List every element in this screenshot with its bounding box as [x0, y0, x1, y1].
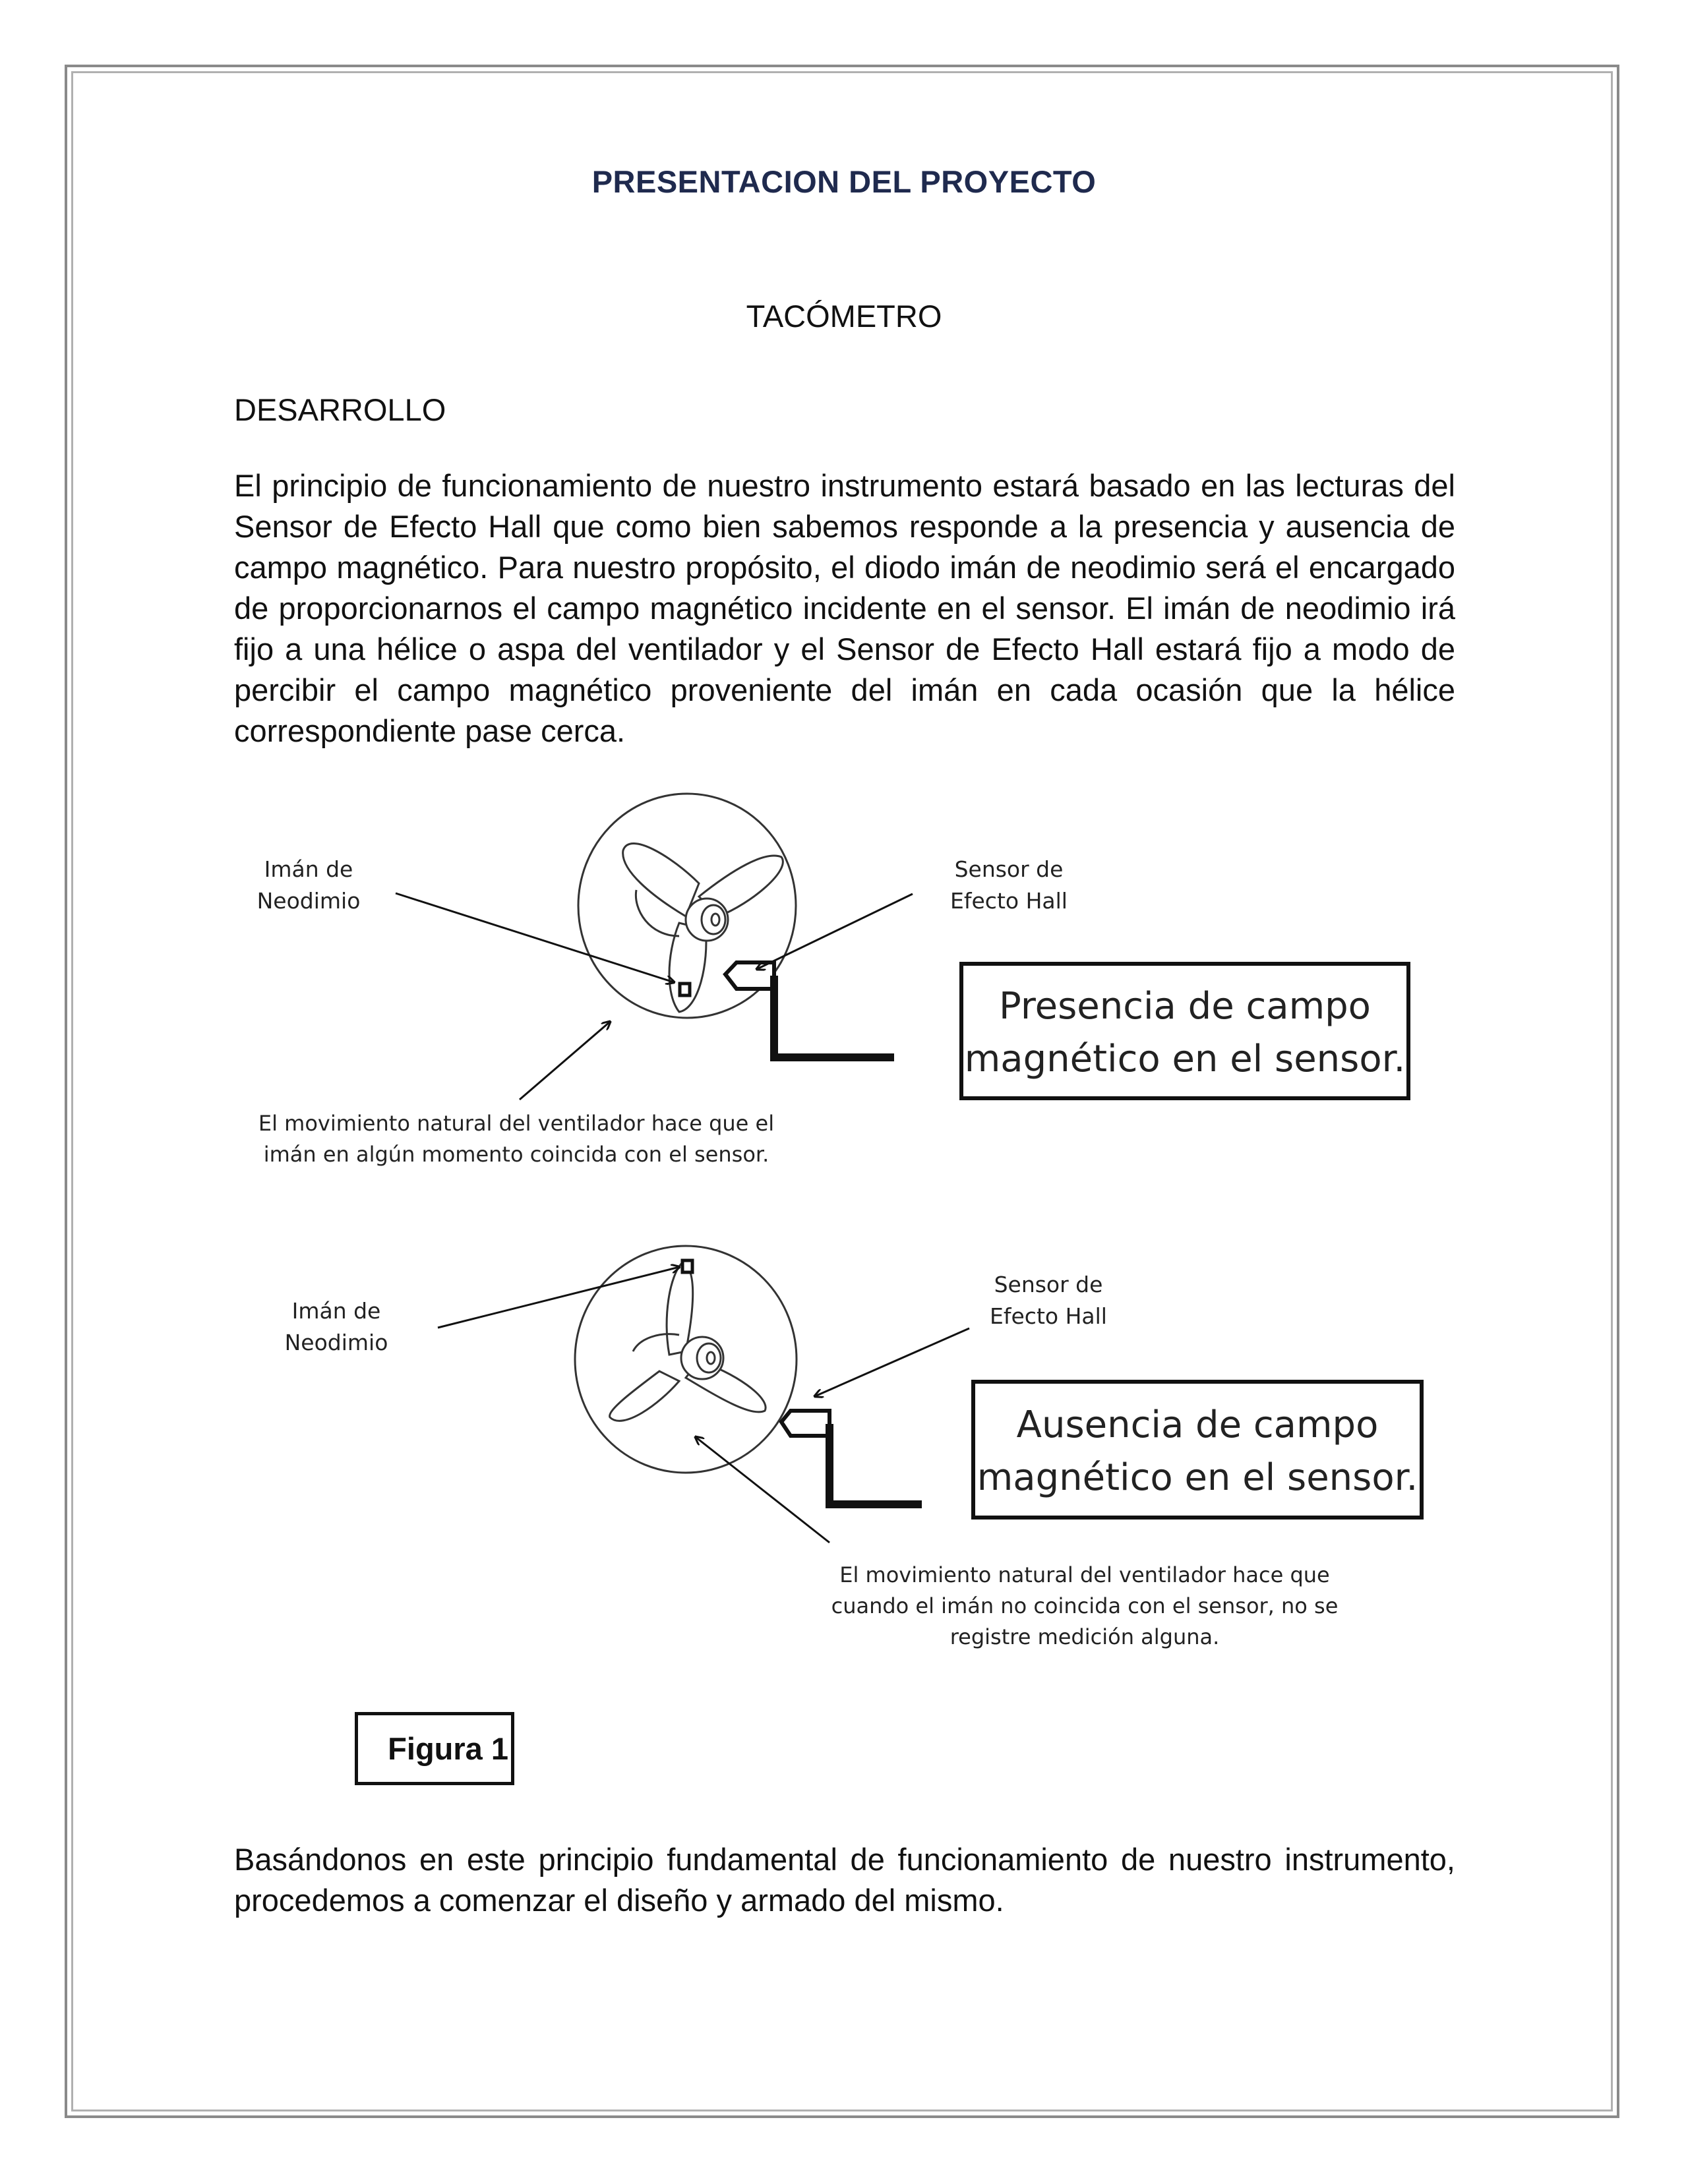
note-line2: cuando el imán no coincida con el sensor, no se — [831, 1593, 1339, 1618]
figure-caption-text: Figura 1 — [388, 1731, 508, 1766]
state-line2: magnético en el sensor. — [964, 1038, 1406, 1080]
document-title: PRESENTACION DEL PROYECTO — [591, 164, 1097, 199]
hall-sensor-icon — [781, 1411, 922, 1504]
hall-sensor-icon — [725, 962, 894, 1057]
sensor-label-line2: Efecto Hall — [950, 888, 1068, 914]
section-heading: DESARROLLO — [234, 392, 446, 427]
document-subtitle: TACÓMETRO — [746, 299, 942, 334]
sensor-label-line1: Sensor de — [994, 1272, 1103, 1297]
magnet-label-line2: Neodimio — [284, 1330, 388, 1355]
closing-paragraph: Basándonos en este principio fundamental de funcionamiento de nuestro instrumento, procedemos a comenzar el diseño y armado del mismo. — [234, 1842, 1455, 1918]
magnet-icon — [682, 1260, 692, 1272]
note-line1: El movimiento natural del ventilador hace que — [839, 1562, 1330, 1587]
state-line1: Ausencia de campo — [1016, 1403, 1379, 1446]
state-line1: Presencia de campo — [999, 985, 1371, 1028]
magnet-icon — [680, 984, 690, 995]
intro-paragraph: El principio de funcionamiento de nuestro instrumento estará basado en las lecturas del Sensor de Efecto Hall que como bien sabemos responde a la presencia y ausencia de campo magnético. Para nuestro propósito, el diodo imán de neodimio será el encargado de proporcionarnos el campo magnético incidente en el sensor. El imán de neodimio irá fijo a una hélice o aspa del ventilador y el Sensor de Efecto Hall estará fijo a modo de percibir el campo magnético proveniente del imán en cada ocasión que la hélice correspondiente pase cerca. — [234, 468, 1455, 748]
fan-icon — [575, 1246, 797, 1473]
sensor-label-line1: Sensor de — [954, 856, 1064, 882]
figure-caption — [355, 1712, 514, 1785]
diagram-absence — [285, 1246, 1422, 1649]
note-line1: El movimiento natural del ventilador hace que el — [258, 1111, 775, 1136]
note-line2: imán en algún momento coincida con el sensor. — [263, 1142, 769, 1167]
sensor-label-line2: Efecto Hall — [990, 1303, 1107, 1329]
magnet-label-line1: Imán de — [264, 856, 353, 882]
magnet-label-line2: Neodimio — [256, 888, 361, 914]
note-line3: registre medición alguna. — [950, 1624, 1220, 1649]
diagram-presence — [257, 794, 1408, 1167]
state-line2: magnético en el sensor. — [977, 1456, 1418, 1499]
magnet-label-line1: Imán de — [291, 1298, 381, 1324]
